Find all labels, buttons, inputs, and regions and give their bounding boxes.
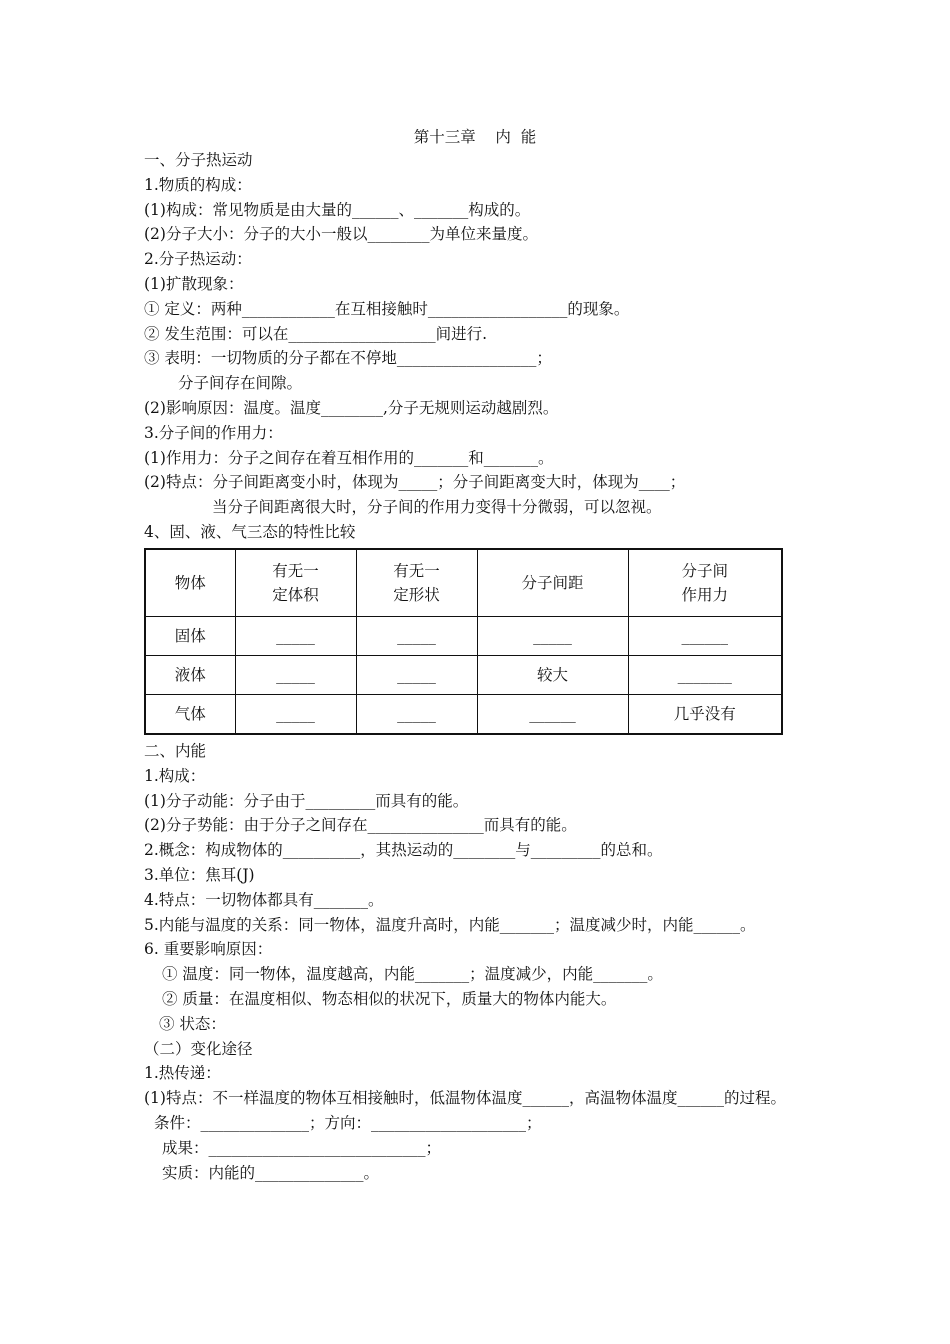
- heading-molecular-motion: 一、分子热运动: [144, 151, 253, 169]
- section-molecular-motion: [144, 148, 812, 545]
- item-heat-transfer-feature: (1)特点：不一样温度的物体互相接触时，低温物体温度______，高温物体温度______的过程。: [144, 1089, 786, 1108]
- cell-force: ______: [628, 617, 782, 656]
- item-result: 成果：____________________________；: [162, 1138, 442, 1157]
- item-diffusion-scope: ② 发生范围：可以在___________________间进行.: [144, 324, 488, 343]
- header-volume: [235, 549, 356, 617]
- item-composition: (1)构成：常见物质是由大量的______、_______构成的。: [144, 200, 531, 219]
- item-temperature-factor: (2)影响原因：温度。温度________,分子无规则运动越剧烈。: [144, 398, 559, 417]
- cell-state: 液体: [145, 656, 235, 695]
- cell-state: 气体: [145, 695, 235, 735]
- cell-shape: _____: [356, 695, 477, 735]
- item-temperature-relation: 5.内能与温度的关系：同一物体，温度升高时，内能_______；温度减少时，内能______。: [144, 915, 756, 934]
- item-force: (1)作用力：分子之间存在着互相作用的_______和_______。: [144, 448, 554, 467]
- cell-volume: _____: [235, 656, 356, 695]
- item-factor-mass: ② 质量：在温度相似、物态相似的状况下，质量大的物体内能大。: [162, 989, 617, 1008]
- cell-shape: _____: [356, 656, 477, 695]
- cell-distance: ______: [477, 695, 628, 735]
- item-diffusion: (1)扩散现象：: [144, 274, 244, 293]
- subheading-change-ways: （二）变化途径: [144, 1039, 253, 1058]
- item-condition-direction: 条件：______________；方向：____________________；: [154, 1113, 542, 1132]
- header-shape: [356, 549, 477, 617]
- subheading-thermal-motion: 2.分子热运动：: [144, 250, 252, 269]
- item-feature: 4.特点：一切物体都具有_______。: [144, 890, 384, 909]
- item-molecule-gaps: 分子间存在间隙。: [178, 374, 303, 393]
- item-concept: 2.概念：构成物体的__________，其热运动的________与_________的总和。: [144, 841, 663, 860]
- subheading-factors: 6. 重要影响原因：: [144, 940, 273, 959]
- table-header-row: [145, 549, 782, 617]
- section-internal-energy: [144, 739, 812, 1185]
- item-factor-temperature: ① 温度：同一物体，温度越高，内能_______；温度减少，内能_______。: [162, 965, 663, 984]
- cell-distance: _____: [477, 617, 628, 656]
- heading-internal-energy: 二、内能: [144, 742, 207, 760]
- item-force-features: (2)特点：分子间距离变小时，体现为_____；分子间距离变大时，体现为____；: [144, 473, 686, 492]
- page-title: 第十三章 内 能: [413, 128, 537, 146]
- item-factor-state: ③ 状态：: [159, 1014, 226, 1033]
- item-diffusion-definition: ① 定义：两种____________在互相接触时__________________的现象。: [144, 299, 630, 318]
- header-force: [628, 549, 782, 617]
- subheading-states-compare: 4、固、液、气三态的特性比较: [144, 522, 356, 541]
- cell-volume: _____: [235, 617, 356, 656]
- subheading-ie-composition: 1.构成：: [144, 766, 206, 785]
- cell-volume: _____: [235, 695, 356, 735]
- cell-force: _______: [628, 656, 782, 695]
- subheading-composition: 1.物质的构成：: [144, 175, 252, 194]
- subheading-intermolecular-force: 3.分子间的作用力：: [144, 423, 283, 442]
- cell-shape: _____: [356, 617, 477, 656]
- item-diffusion-indicates: ③ 表明：一切物质的分子都在不停地__________________；: [144, 349, 552, 368]
- subheading-heat-transfer: 1.热传递：: [144, 1064, 221, 1083]
- header-shape-label: 有无一 定形状: [393, 562, 440, 604]
- table-row: [145, 656, 782, 695]
- cell-distance: 较大: [477, 656, 628, 695]
- header-distance: 分子间距: [477, 549, 628, 617]
- cell-force: 几乎没有: [628, 695, 782, 735]
- item-unit: 3.单位：焦耳(J): [144, 865, 255, 884]
- header-object: 物体: [145, 549, 235, 617]
- item-molecule-size: (2)分子大小：分子的大小一般以________为单位来量度。: [144, 225, 538, 244]
- table-row: [145, 617, 782, 656]
- table-row: [145, 695, 782, 735]
- item-force-far: 当分子间距离很大时，分子间的作用力变得十分微弱，可以忽视。: [212, 498, 662, 517]
- header-force-label: 分子间 作用力: [681, 562, 728, 604]
- states-comparison-table: [144, 548, 783, 735]
- cell-state: 固体: [145, 617, 235, 656]
- item-kinetic-energy: (1)分子动能：分子由于_________而具有的能。: [144, 791, 469, 810]
- item-potential-energy: (2)分子势能：由于分子之间存在_______________而具有的能。: [144, 816, 577, 835]
- item-essence: 实质：内能的______________。: [162, 1163, 380, 1182]
- header-volume-label: 有无一 定体积: [272, 562, 319, 604]
